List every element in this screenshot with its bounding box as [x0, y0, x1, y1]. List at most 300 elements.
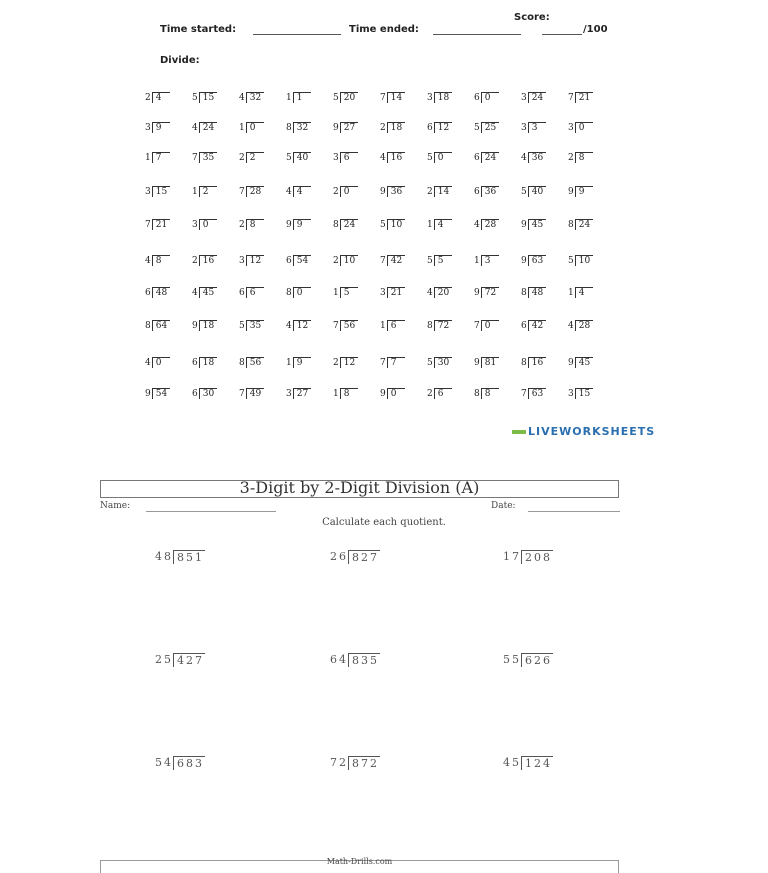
division-problem[interactable] — [474, 388, 521, 399]
problem-row — [145, 152, 615, 163]
division-problem[interactable] — [568, 219, 615, 230]
long-division-problem[interactable] — [155, 653, 205, 667]
division-problem[interactable] — [568, 357, 615, 368]
division-problem[interactable] — [521, 122, 568, 133]
divisor: 5 — [380, 220, 386, 230]
division-problem[interactable] — [474, 122, 521, 133]
divisor: 3 — [145, 123, 151, 133]
divisor: 72 — [330, 756, 348, 769]
divisor: 7 — [380, 358, 386, 368]
divisor: 5 — [192, 93, 198, 103]
division-problem[interactable] — [333, 388, 380, 399]
division-problem[interactable] — [521, 92, 568, 103]
division-problem[interactable] — [286, 186, 333, 197]
problem-row — [145, 255, 615, 266]
division-problem[interactable] — [427, 186, 474, 197]
dividend: 16 — [387, 152, 405, 163]
dividend: 208 — [521, 550, 553, 564]
dividend: 3 — [481, 255, 499, 266]
dividend: 6 — [340, 152, 358, 163]
time-started-blank[interactable] — [253, 34, 341, 35]
dividend: 7 — [387, 357, 405, 368]
divisor: 1 — [568, 288, 574, 298]
divisor: 7 — [380, 93, 386, 103]
dividend: 36 — [528, 152, 546, 163]
divisor: 54 — [155, 756, 173, 769]
date-label: Date: — [491, 501, 516, 511]
division-problem[interactable] — [239, 320, 286, 331]
problem-row — [145, 92, 615, 103]
divisor: 2 — [333, 358, 339, 368]
dividend: 5 — [434, 255, 452, 266]
division-problem[interactable] — [521, 320, 568, 331]
division-problem[interactable] — [568, 186, 615, 197]
name-label: Name: — [100, 501, 131, 511]
dividend: 24 — [199, 122, 217, 133]
dividend: 9 — [293, 357, 311, 368]
division-problem[interactable] — [145, 219, 192, 230]
division-problem[interactable] — [427, 320, 474, 331]
divisor: 7 — [239, 389, 245, 399]
long-division-problem[interactable] — [330, 756, 380, 770]
divisor: 9 — [474, 288, 480, 298]
dividend: 9 — [293, 219, 311, 230]
divisor: 5 — [427, 358, 433, 368]
dividend: 827 — [348, 550, 380, 564]
problem-row — [145, 357, 615, 368]
dividend: 8 — [152, 255, 170, 266]
dividend: 15 — [575, 388, 593, 399]
division-problem[interactable] — [427, 287, 474, 298]
divisor: 7 — [192, 153, 198, 163]
logo-mark-icon — [512, 430, 526, 434]
divisor: 6 — [239, 288, 245, 298]
dividend: 36 — [481, 186, 499, 197]
division-problem[interactable] — [427, 388, 474, 399]
long-division-problem[interactable] — [155, 550, 205, 564]
divisor: 9 — [568, 358, 574, 368]
division-problem[interactable] — [145, 186, 192, 197]
division-problem[interactable] — [568, 92, 615, 103]
problem-row — [145, 287, 615, 298]
dividend: 40 — [528, 186, 546, 197]
division-problem[interactable] — [427, 255, 474, 266]
dividend: 28 — [575, 320, 593, 331]
time-ended-label: Time ended: — [349, 24, 419, 35]
dividend: 0 — [340, 186, 358, 197]
divisor: 1 — [333, 288, 339, 298]
dividend: 48 — [152, 287, 170, 298]
division-problem[interactable] — [333, 287, 380, 298]
long-division-problem[interactable] — [503, 653, 553, 667]
long-division-problem[interactable] — [155, 756, 205, 770]
dividend: 32 — [293, 122, 311, 133]
division-problem[interactable] — [192, 320, 239, 331]
divisor: 9 — [333, 123, 339, 133]
dividend: 9 — [575, 186, 593, 197]
dividend: 4 — [434, 219, 452, 230]
division-problem[interactable] — [192, 122, 239, 133]
divisor: 1 — [192, 187, 198, 197]
division-problem[interactable] — [333, 255, 380, 266]
divisor: 4 — [145, 256, 151, 266]
divisor: 5 — [427, 256, 433, 266]
dividend: 8 — [481, 388, 499, 399]
dividend: 30 — [199, 388, 217, 399]
dividend: 0 — [293, 287, 311, 298]
divisor: 4 — [192, 288, 198, 298]
dividend: 10 — [340, 255, 358, 266]
divisor: 1 — [333, 389, 339, 399]
division-problem[interactable] — [474, 287, 521, 298]
long-division-problem[interactable] — [330, 550, 380, 564]
division-problem[interactable] — [568, 287, 615, 298]
division-problem[interactable] — [145, 122, 192, 133]
division-problem[interactable] — [192, 357, 239, 368]
dividend: 683 — [173, 756, 205, 770]
dividend: 124 — [521, 756, 553, 770]
divisor: 3 — [239, 256, 245, 266]
divisor: 4 — [286, 321, 292, 331]
division-problem[interactable] — [568, 320, 615, 331]
division-problem[interactable] — [380, 320, 427, 331]
divisor: 55 — [503, 653, 521, 666]
divisor: 4 — [427, 288, 433, 298]
divisor: 6 — [286, 256, 292, 266]
dividend: 42 — [387, 255, 405, 266]
divisor: 8 — [145, 321, 151, 331]
divisor: 8 — [521, 288, 527, 298]
division-problem[interactable] — [521, 152, 568, 163]
dividend: 72 — [434, 320, 452, 331]
divisor: 9 — [380, 389, 386, 399]
division-problem[interactable] — [474, 92, 521, 103]
division-problem[interactable] — [286, 320, 333, 331]
worksheet-long-division — [0, 470, 768, 866]
problem-row — [145, 186, 615, 197]
division-problem[interactable] — [380, 219, 427, 230]
time-ended-blank[interactable] — [433, 34, 521, 35]
divisor: 2 — [333, 256, 339, 266]
division-problem[interactable] — [145, 388, 192, 399]
dividend: 18 — [387, 122, 405, 133]
division-problem[interactable] — [239, 92, 286, 103]
dividend: 14 — [434, 186, 452, 197]
division-problem[interactable] — [521, 388, 568, 399]
division-problem[interactable] — [521, 219, 568, 230]
division-problem[interactable] — [239, 357, 286, 368]
division-problem[interactable] — [239, 186, 286, 197]
division-problem[interactable] — [474, 357, 521, 368]
dividend: 0 — [481, 320, 499, 331]
date-field[interactable] — [528, 511, 620, 512]
time-started-label: Time started: — [160, 24, 237, 35]
divisor: 6 — [192, 358, 198, 368]
dividend: 4 — [575, 287, 593, 298]
name-field[interactable] — [146, 511, 276, 512]
divisor: 4 — [145, 358, 151, 368]
divisor: 4 — [286, 187, 292, 197]
divisor: 5 — [568, 256, 574, 266]
divisor: 45 — [503, 756, 521, 769]
dividend: 18 — [199, 320, 217, 331]
divisor: 3 — [380, 288, 386, 298]
division-problem[interactable] — [333, 320, 380, 331]
dividend: 81 — [481, 357, 499, 368]
divisor: 7 — [568, 93, 574, 103]
dividend: 8 — [340, 388, 358, 399]
division-problem[interactable] — [145, 92, 192, 103]
dividend: 835 — [348, 653, 380, 667]
dividend: 25 — [481, 122, 499, 133]
division-problem[interactable] — [192, 255, 239, 266]
divisor: 4 — [239, 93, 245, 103]
divisor: 9 — [380, 187, 386, 197]
division-problem[interactable] — [239, 152, 286, 163]
divisor: 4 — [521, 153, 527, 163]
dividend: 20 — [434, 287, 452, 298]
divisor: 3 — [521, 123, 527, 133]
dividend: 14 — [387, 92, 405, 103]
dividend: 27 — [293, 388, 311, 399]
divisor: 2 — [239, 220, 245, 230]
division-problem[interactable] — [380, 357, 427, 368]
division-problem[interactable] — [380, 255, 427, 266]
divisor: 3 — [333, 153, 339, 163]
dividend: 21 — [575, 92, 593, 103]
division-problem[interactable] — [145, 255, 192, 266]
dividend: 56 — [246, 357, 264, 368]
next-worksheet-title: Math-Drills.com — [326, 857, 393, 866]
dividend: 24 — [575, 219, 593, 230]
dividend: 6 — [434, 388, 452, 399]
divisor: 8 — [333, 220, 339, 230]
dividend: 0 — [199, 219, 217, 230]
score-blank[interactable] — [542, 34, 582, 35]
dividend: 15 — [152, 186, 170, 197]
dividend: 20 — [340, 92, 358, 103]
division-problem[interactable] — [474, 152, 521, 163]
divisor: 9 — [474, 358, 480, 368]
division-problem[interactable] — [474, 219, 521, 230]
dividend: 63 — [528, 255, 546, 266]
division-problem[interactable] — [380, 186, 427, 197]
division-problem[interactable] — [474, 186, 521, 197]
score-total: /100 — [583, 24, 608, 35]
dividend: 16 — [199, 255, 217, 266]
division-problem[interactable] — [427, 92, 474, 103]
dividend: 24 — [481, 152, 499, 163]
divisor: 6 — [192, 389, 198, 399]
dividend: 21 — [152, 219, 170, 230]
division-problem[interactable] — [192, 287, 239, 298]
dividend: 5 — [340, 287, 358, 298]
divisor: 3 — [568, 123, 574, 133]
division-problem[interactable] — [192, 186, 239, 197]
division-problem[interactable] — [380, 287, 427, 298]
division-problem[interactable] — [521, 255, 568, 266]
dividend: 0 — [152, 357, 170, 368]
division-problem[interactable] — [568, 388, 615, 399]
divisor: 2 — [192, 256, 198, 266]
division-problem[interactable] — [427, 152, 474, 163]
division-problem[interactable] — [427, 122, 474, 133]
division-problem[interactable] — [145, 357, 192, 368]
divisor: 9 — [286, 220, 292, 230]
problem-row — [145, 122, 615, 133]
division-problem[interactable] — [568, 152, 615, 163]
division-problem[interactable] — [521, 186, 568, 197]
division-problem[interactable] — [239, 219, 286, 230]
division-problem[interactable] — [192, 92, 239, 103]
division-problem[interactable] — [474, 320, 521, 331]
divisor: 26 — [330, 550, 348, 563]
divisor: 1 — [286, 358, 292, 368]
division-problem[interactable] — [145, 152, 192, 163]
dividend: 24 — [340, 219, 358, 230]
division-problem[interactable] — [333, 357, 380, 368]
division-problem[interactable] — [380, 388, 427, 399]
dividend: 45 — [575, 357, 593, 368]
division-problem[interactable] — [286, 357, 333, 368]
dividend: 6 — [246, 287, 264, 298]
dividend: 4 — [293, 186, 311, 197]
division-problem[interactable] — [380, 92, 427, 103]
divisor: 5 — [474, 123, 480, 133]
divisor: 2 — [427, 389, 433, 399]
division-problem[interactable] — [239, 388, 286, 399]
divisor: 3 — [427, 93, 433, 103]
division-problem[interactable] — [192, 388, 239, 399]
dividend: 9 — [152, 122, 170, 133]
dividend: 18 — [434, 92, 452, 103]
division-problem[interactable] — [427, 219, 474, 230]
dividend: 48 — [528, 287, 546, 298]
dividend: 12 — [340, 357, 358, 368]
dividend: 4 — [152, 92, 170, 103]
dividend: 12 — [434, 122, 452, 133]
division-problem[interactable] — [380, 122, 427, 133]
dividend: 49 — [246, 388, 264, 399]
division-problem[interactable] — [521, 357, 568, 368]
dividend: 1 — [293, 92, 311, 103]
divisor: 7 — [474, 321, 480, 331]
dividend: 45 — [528, 219, 546, 230]
division-problem[interactable] — [192, 152, 239, 163]
dividend: 0 — [575, 122, 593, 133]
title-box — [100, 480, 619, 498]
divisor: 9 — [192, 321, 198, 331]
divisor: 8 — [568, 220, 574, 230]
divisor: 3 — [192, 220, 198, 230]
dividend: 8 — [246, 219, 264, 230]
dividend: 35 — [246, 320, 264, 331]
division-problem[interactable] — [239, 255, 286, 266]
dividend: 21 — [387, 287, 405, 298]
divisor: 1 — [286, 93, 292, 103]
division-problem[interactable] — [380, 152, 427, 163]
division-problem[interactable] — [286, 287, 333, 298]
division-problem[interactable] — [521, 287, 568, 298]
divisor: 7 — [145, 220, 151, 230]
division-problem[interactable] — [145, 320, 192, 331]
division-problem[interactable] — [427, 357, 474, 368]
division-problem[interactable] — [145, 287, 192, 298]
divisor: 4 — [568, 321, 574, 331]
division-problem[interactable] — [192, 219, 239, 230]
problem-row — [145, 320, 615, 331]
division-problem[interactable] — [286, 388, 333, 399]
division-problem[interactable] — [333, 122, 380, 133]
dividend: 45 — [199, 287, 217, 298]
long-division-problem[interactable] — [503, 550, 553, 564]
divisor: 9 — [145, 389, 151, 399]
long-division-problem[interactable] — [330, 653, 380, 667]
division-problem[interactable] — [333, 92, 380, 103]
division-problem[interactable] — [474, 255, 521, 266]
divisor: 8 — [474, 389, 480, 399]
division-problem[interactable] — [333, 186, 380, 197]
dividend: 24 — [528, 92, 546, 103]
dividend: 42 — [528, 320, 546, 331]
divisor: 6 — [427, 123, 433, 133]
problem-row — [145, 388, 615, 399]
dividend: 851 — [173, 550, 205, 564]
division-problem[interactable] — [333, 152, 380, 163]
division-problem[interactable] — [568, 255, 615, 266]
long-division-problem[interactable] — [503, 756, 553, 770]
divisor: 3 — [568, 389, 574, 399]
divisor: 6 — [474, 93, 480, 103]
dividend: 0 — [246, 122, 264, 133]
divisor: 4 — [474, 220, 480, 230]
divisor: 6 — [474, 153, 480, 163]
dividend: 63 — [528, 388, 546, 399]
dividend: 28 — [246, 186, 264, 197]
division-problem[interactable] — [239, 287, 286, 298]
divisor: 6 — [474, 187, 480, 197]
divide-instruction: Divide: — [160, 55, 200, 66]
division-problem[interactable] — [286, 255, 333, 266]
divisor: 64 — [330, 653, 348, 666]
dividend: 64 — [152, 320, 170, 331]
dividend: 12 — [246, 255, 264, 266]
dividend: 427 — [173, 653, 205, 667]
division-problem[interactable] — [286, 152, 333, 163]
division-problem[interactable] — [568, 122, 615, 133]
divisor: 1 — [145, 153, 151, 163]
divisor: 2 — [568, 153, 574, 163]
divisor: 7 — [333, 321, 339, 331]
division-problem[interactable] — [239, 122, 286, 133]
division-problem[interactable] — [286, 92, 333, 103]
divisor: 7 — [380, 256, 386, 266]
dividend: 8 — [575, 152, 593, 163]
dividend: 56 — [340, 320, 358, 331]
dividend: 18 — [199, 357, 217, 368]
division-problem[interactable] — [333, 219, 380, 230]
dividend: 7 — [152, 152, 170, 163]
dividend: 27 — [340, 122, 358, 133]
divisor: 2 — [427, 187, 433, 197]
division-problem[interactable] — [286, 219, 333, 230]
divisor: 9 — [568, 187, 574, 197]
divisor: 9 — [521, 256, 527, 266]
problem-row — [145, 219, 615, 230]
divisor: 25 — [155, 653, 173, 666]
divisor: 1 — [474, 256, 480, 266]
division-problem[interactable] — [286, 122, 333, 133]
